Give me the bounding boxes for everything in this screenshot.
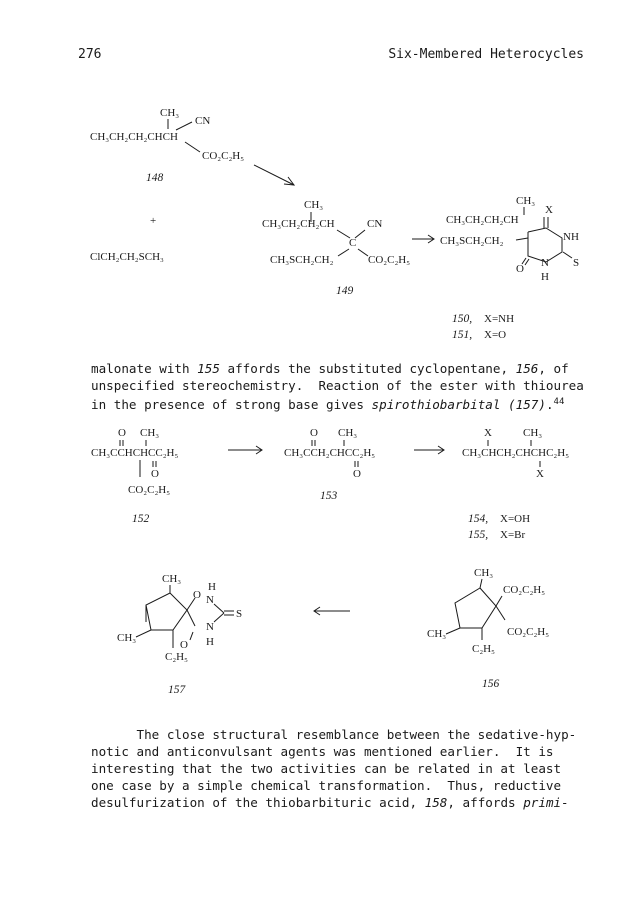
svg-text:CO₂C₂H₅: CO₂C₂H₅ xyxy=(503,584,546,596)
svg-text:153: 153 xyxy=(320,490,338,502)
compound-152 xyxy=(91,427,178,525)
svg-text:155,: 155, xyxy=(468,529,489,541)
compound-149 xyxy=(262,199,410,297)
svg-text:CH₃: CH₃ xyxy=(160,107,180,119)
svg-text:CH₃CH₂CH₂CH: CH₃CH₂CH₂CH xyxy=(446,214,519,226)
svg-text:CO₂C₂H₅: CO₂C₂H₅ xyxy=(202,150,245,162)
svg-text:CH₃: CH₃ xyxy=(474,567,494,579)
svg-text:O: O xyxy=(151,468,159,480)
svg-text:CH₃SCH₂CH₂: CH₃SCH₂CH₂ xyxy=(270,254,334,266)
svg-text:X: X xyxy=(536,468,544,480)
compound-148 xyxy=(90,107,244,184)
svg-text:CH₃: CH₃ xyxy=(162,573,182,585)
page-number: 276 xyxy=(78,47,102,62)
svg-text:CH₃: CH₃ xyxy=(304,199,324,211)
svg-text:N: N xyxy=(206,621,214,633)
svg-text:C₂H₅: C₂H₅ xyxy=(472,643,495,655)
svg-text:H: H xyxy=(208,581,216,593)
svg-text:N: N xyxy=(206,594,214,606)
reagent: ClCH₂CH₂SCH₃ xyxy=(90,251,164,263)
svg-text:CH₃: CH₃ xyxy=(516,195,536,207)
svg-text:CH₃CH₂CH₂CH: CH₃CH₂CH₂CH xyxy=(262,218,335,230)
svg-text:CO₂C₂H₅: CO₂C₂H₅ xyxy=(368,254,411,266)
svg-text:X: X xyxy=(545,204,553,216)
svg-text:CO₂C₂H₅: CO₂C₂H₅ xyxy=(128,484,171,496)
reaction-arrow-5 xyxy=(314,607,350,615)
svg-text:152: 152 xyxy=(132,513,150,525)
svg-text:N: N xyxy=(541,257,549,269)
reaction-arrow-4 xyxy=(414,446,444,454)
svg-text:O: O xyxy=(180,639,188,651)
svg-text:CH₃: CH₃ xyxy=(523,427,543,439)
svg-text:X=OH: X=OH xyxy=(500,513,531,525)
svg-text:S: S xyxy=(236,608,243,620)
svg-text:X: X xyxy=(484,427,492,439)
svg-text:157: 157 xyxy=(168,684,186,696)
svg-text:NH: NH xyxy=(563,231,579,243)
svg-text:O: O xyxy=(353,468,361,480)
svg-text:X=Br: X=Br xyxy=(500,529,526,541)
svg-text:X=NH: X=NH xyxy=(484,313,515,325)
reaction-arrow-3 xyxy=(228,446,262,454)
svg-text:O: O xyxy=(516,263,524,275)
svg-text:CH₃CCH₂CHCC₂H₅: CH₃CCH₂CHCC₂H₅ xyxy=(284,447,376,459)
svg-text:149: 149 xyxy=(336,285,354,297)
svg-text:CH₃: CH₃ xyxy=(338,427,358,439)
svg-text:H: H xyxy=(541,271,549,283)
compound-153 xyxy=(284,427,375,502)
svg-text:C₂H₅: C₂H₅ xyxy=(165,651,188,663)
svg-text:151,: 151, xyxy=(452,329,473,341)
svg-text:C: C xyxy=(349,237,357,249)
svg-text:CH₃SCH₂CH₂: CH₃SCH₂CH₂ xyxy=(440,235,504,247)
svg-text:O: O xyxy=(310,427,318,439)
compound-156 xyxy=(427,567,549,690)
svg-text:CN: CN xyxy=(367,218,383,230)
svg-text:CO₂C₂H₅: CO₂C₂H₅ xyxy=(507,626,550,638)
reaction-arrow-2 xyxy=(412,235,434,243)
plus-sign: + xyxy=(150,215,157,227)
svg-text:H: H xyxy=(206,636,214,648)
svg-text:148: 148 xyxy=(146,172,164,184)
svg-text:S: S xyxy=(573,257,580,269)
svg-text:CH₃CCHCHCC₂H₅: CH₃CCHCHCC₂H₅ xyxy=(91,447,179,459)
svg-text:CH₃: CH₃ xyxy=(140,427,160,439)
svg-text:O: O xyxy=(193,589,201,601)
running-title: Six-Membered Heterocycles xyxy=(388,47,584,62)
compound-157 xyxy=(117,573,242,696)
compound-150-151 xyxy=(440,195,579,341)
svg-text:CH₃: CH₃ xyxy=(117,632,137,644)
paragraph-1: malonate with 155 affords the substituted cyclopentane, 156, of unspecified stereochemistry. Reaction of the ester with thiourea in the presence of strong base gives spirothiobarbital (157).$^{44}$ xyxy=(91,361,584,412)
svg-text:X=O: X=O xyxy=(484,329,507,341)
svg-text:CH₃CHCH₂CHCHC₂H₅: CH₃CHCH₂CHCHC₂H₅ xyxy=(462,447,570,459)
reaction-arrow-1 xyxy=(254,165,294,185)
svg-text:O: O xyxy=(118,427,126,439)
svg-text:154,: 154, xyxy=(468,513,489,525)
svg-text:150,: 150, xyxy=(452,313,473,325)
svg-text:CH₃CH₂CH₂CHCH: CH₃CH₂CH₂CHCH xyxy=(90,131,178,143)
svg-text:CN: CN xyxy=(195,115,211,127)
compound-154-155 xyxy=(462,427,569,541)
svg-text:CH₃: CH₃ xyxy=(427,628,447,640)
paragraph-2: The close structural resemblance between the sedative-hyp- notic and anticonvulsant agents was mentioned earlier. It is interesting that the two activities can be related in at least one case by a simple chemical transformation. Thus, reductive desulfurization of the thiobarbituric acid, 158, affords primi- xyxy=(91,727,577,810)
svg-text:156: 156 xyxy=(482,678,500,690)
